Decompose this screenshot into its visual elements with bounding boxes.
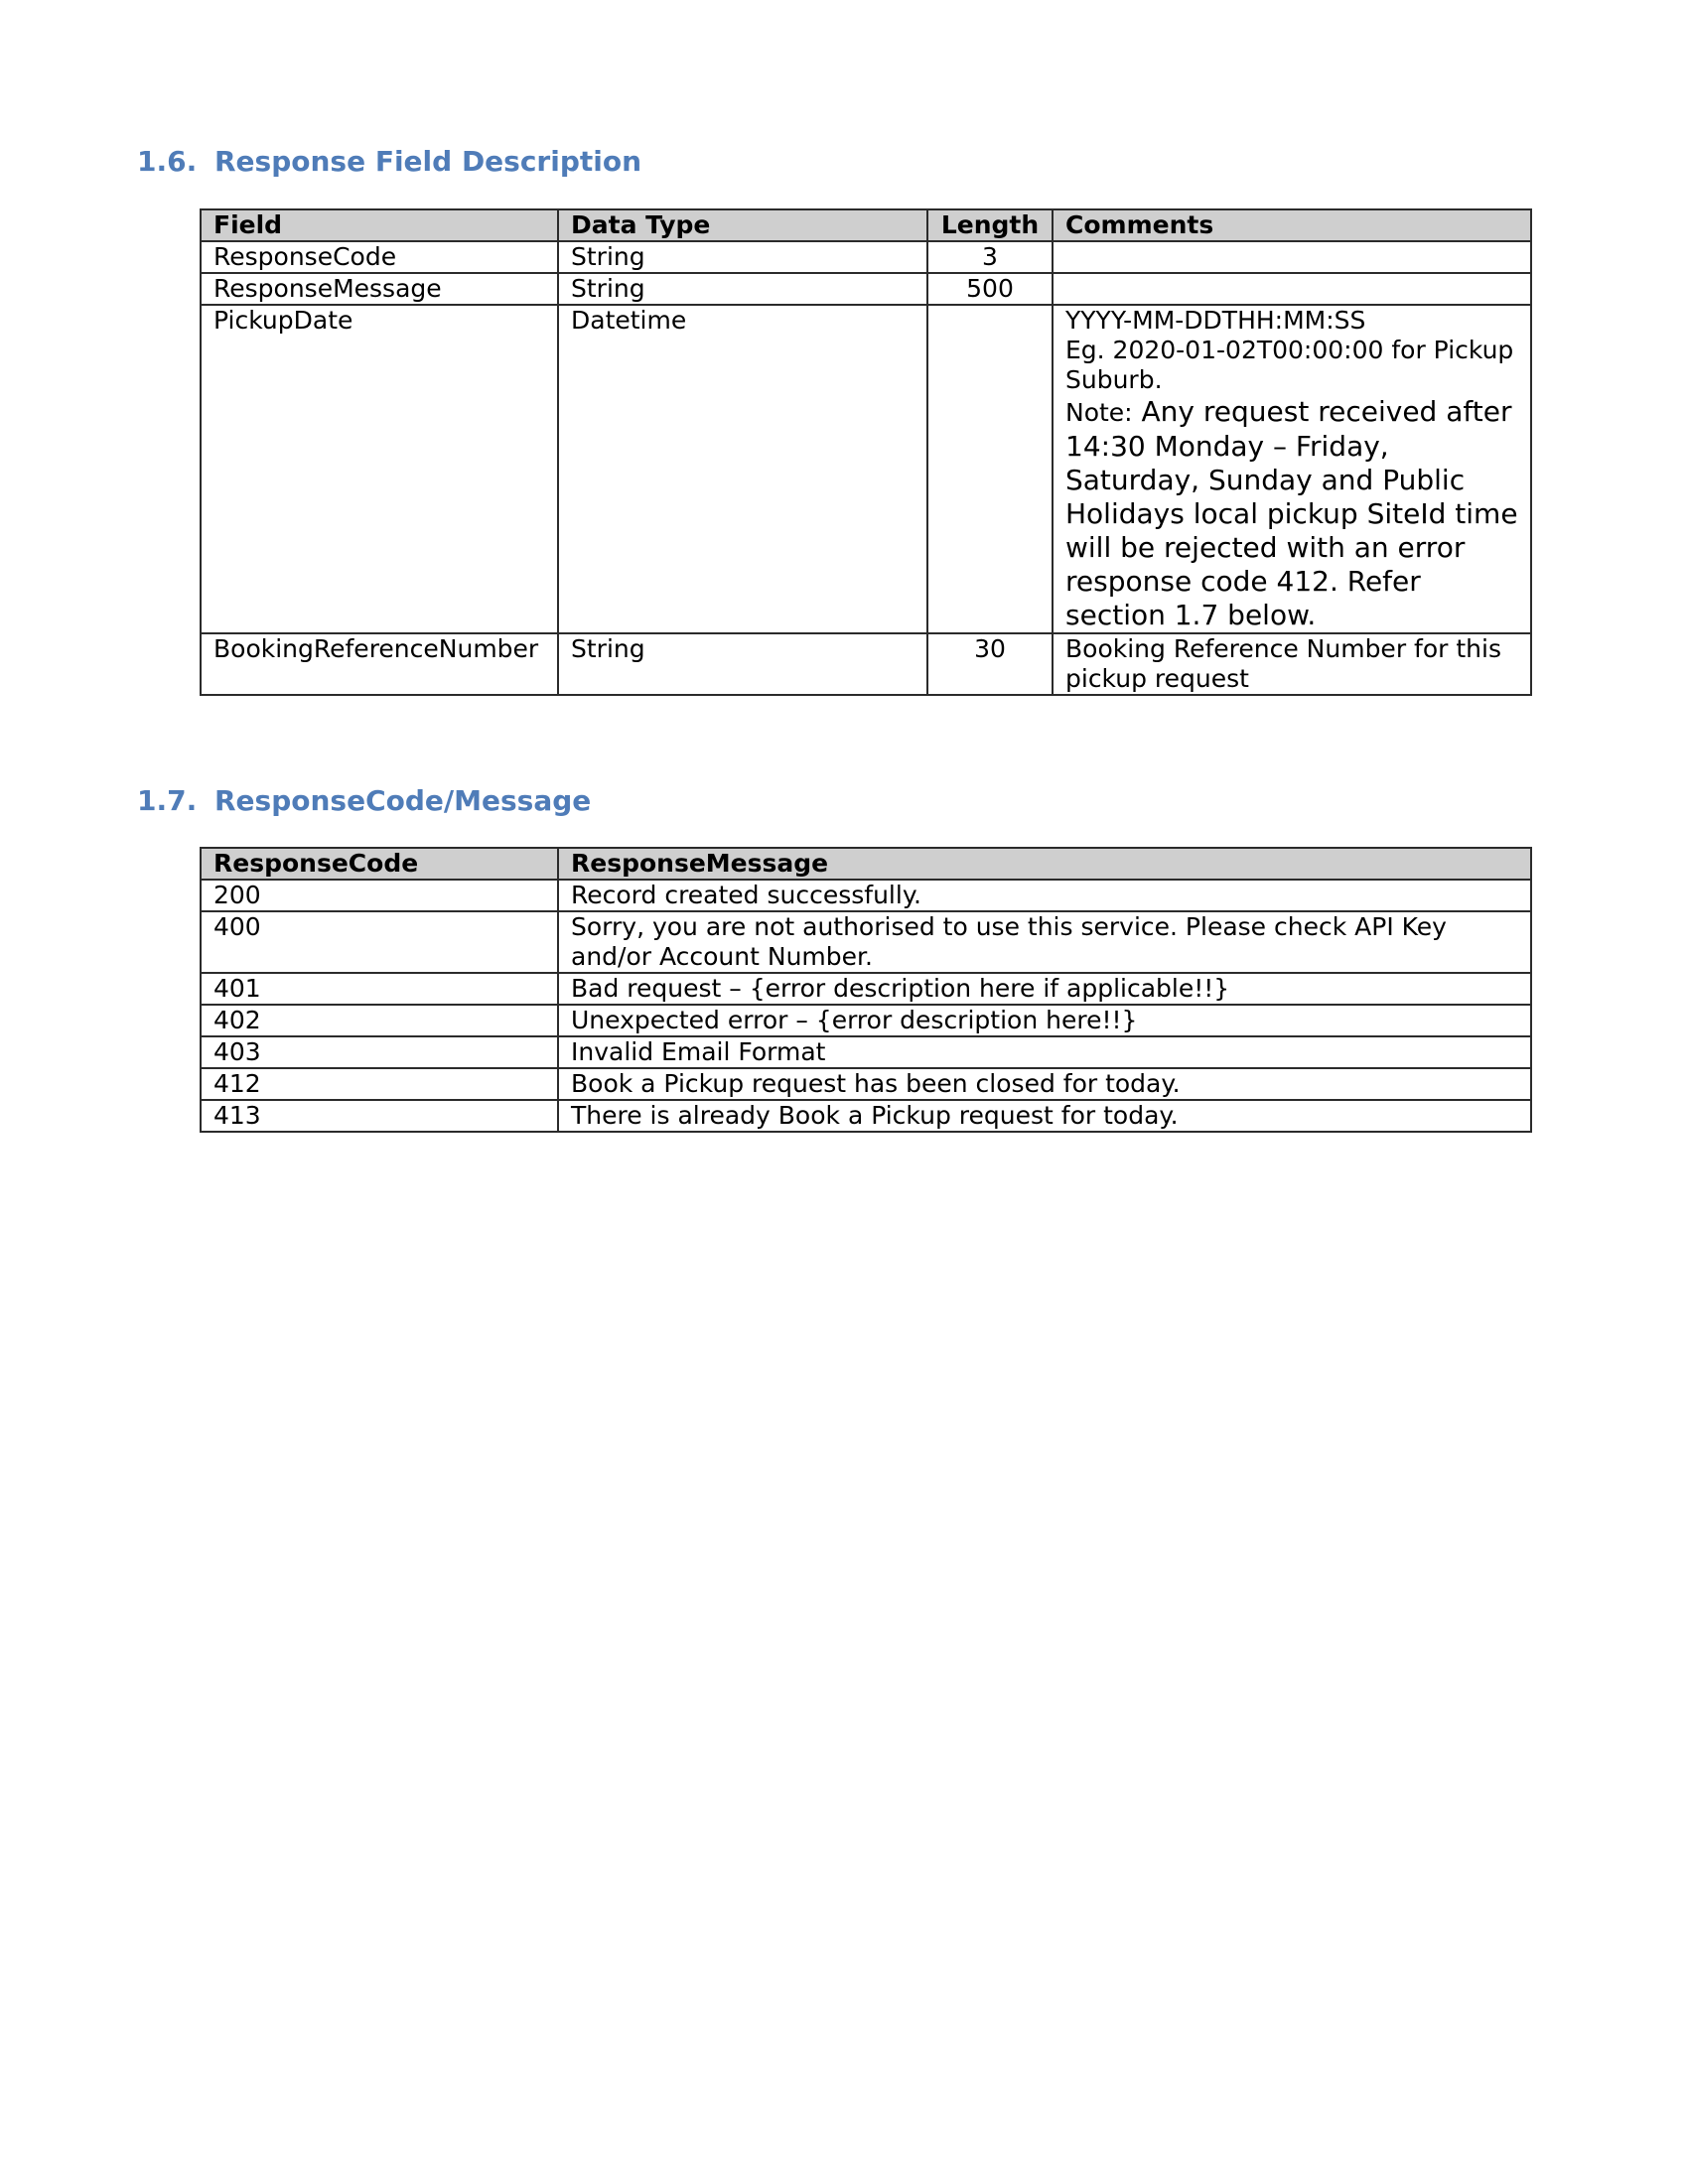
response-code-table [200, 847, 1532, 1133]
table-row [201, 273, 1531, 305]
section-number: 1.7. [137, 784, 198, 817]
comment-example: Eg. 2020-01-02T00:00:00 for Pickup Suburb. [1065, 336, 1514, 394]
cell-code: 400 [201, 911, 558, 973]
cell-message: Invalid Email Format [558, 1036, 1531, 1068]
section-heading-1-6 [137, 145, 641, 178]
note-text: Any request received after 14:30 Monday – Friday, Saturday, Sunday and Public Holidays local pickup SiteId time will be rejected with an error response code 412. Refer section 1.7 below. [1065, 395, 1518, 631]
cell-code: 403 [201, 1036, 558, 1068]
table-row [201, 241, 1531, 273]
cell-data-type: String [558, 241, 927, 273]
table-row [201, 1100, 1531, 1132]
table-row [201, 911, 1531, 973]
cell-comments [1053, 273, 1531, 305]
table-row [201, 1005, 1531, 1036]
comment-note [1065, 395, 1518, 632]
cell-field: PickupDate [201, 305, 558, 633]
section-title: ResponseCode/Message [214, 784, 592, 817]
cell-message: There is already Book a Pickup request for today. [558, 1100, 1531, 1132]
cell-data-type: String [558, 633, 927, 695]
table-header-row [201, 848, 1531, 880]
table-row [201, 1068, 1531, 1100]
cell-data-type: String [558, 273, 927, 305]
section-number: 1.6. [137, 145, 198, 178]
cell-comments [1053, 241, 1531, 273]
note-label: Note: [1065, 398, 1133, 427]
cell-message: Record created successfully. [558, 880, 1531, 911]
cell-field: BookingReferenceNumber [201, 633, 558, 695]
table-row [201, 973, 1531, 1005]
cell-code: 413 [201, 1100, 558, 1132]
header-field: Field [201, 209, 558, 241]
table-header-row [201, 209, 1531, 241]
comment-format: YYYY-MM-DDTHH:MM:SS [1065, 306, 1366, 335]
cell-comments: Booking Reference Number for this pickup request [1053, 633, 1531, 695]
table-row [201, 880, 1531, 911]
cell-field: ResponseCode [201, 241, 558, 273]
cell-data-type: Datetime [558, 305, 927, 633]
cell-length [927, 305, 1053, 633]
table-row [201, 1036, 1531, 1068]
header-response-code: ResponseCode [201, 848, 558, 880]
cell-code: 200 [201, 880, 558, 911]
table-row [201, 305, 1531, 633]
cell-code: 401 [201, 973, 558, 1005]
header-response-message: ResponseMessage [558, 848, 1531, 880]
cell-message: Book a Pickup request has been closed for today. [558, 1068, 1531, 1100]
cell-message: Unexpected error – {error description here!!} [558, 1005, 1531, 1036]
cell-message: Bad request – {error description here if applicable!!} [558, 973, 1531, 1005]
header-comments: Comments [1053, 209, 1531, 241]
table-row [201, 633, 1531, 695]
section-heading-1-7 [137, 784, 591, 817]
cell-length: 30 [927, 633, 1053, 695]
cell-length: 500 [927, 273, 1053, 305]
cell-message: Sorry, you are not authorised to use this service. Please check API Key and/or Account Number. [558, 911, 1531, 973]
cell-code: 412 [201, 1068, 558, 1100]
cell-comments [1053, 305, 1531, 633]
cell-length: 3 [927, 241, 1053, 273]
section-title: Response Field Description [214, 145, 642, 178]
cell-field: ResponseMessage [201, 273, 558, 305]
header-length: Length [927, 209, 1053, 241]
cell-code: 402 [201, 1005, 558, 1036]
header-data-type: Data Type [558, 209, 927, 241]
response-field-table [200, 208, 1532, 696]
